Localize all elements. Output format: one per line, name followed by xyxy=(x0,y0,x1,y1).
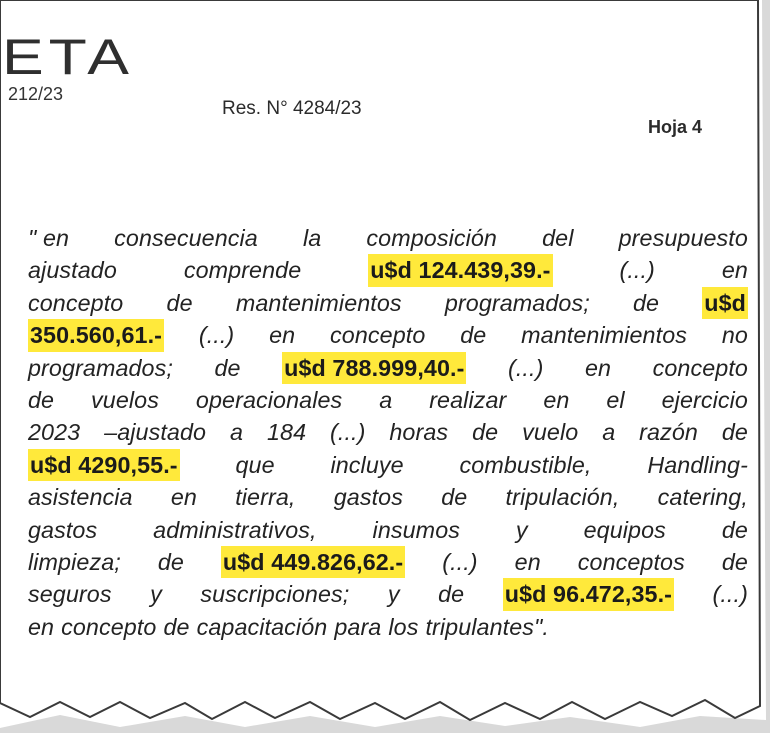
text-line xyxy=(28,578,748,610)
highlighted-amount: 350.560,61.- xyxy=(28,319,164,351)
highlighted-amount: u$d xyxy=(702,287,748,319)
text-line xyxy=(28,319,748,351)
word: del xyxy=(542,225,574,251)
word: en xyxy=(514,548,541,575)
word: de xyxy=(632,289,660,316)
word: Handling- xyxy=(647,451,748,478)
word: (...) xyxy=(508,354,544,381)
word: equipos xyxy=(583,516,666,543)
text-line xyxy=(28,222,748,254)
text-line xyxy=(28,481,748,513)
word: (...) xyxy=(442,548,478,575)
word: tierra, xyxy=(235,484,296,511)
text-line xyxy=(28,352,748,384)
word: suscripciones; xyxy=(200,581,350,608)
word: en xyxy=(584,354,612,381)
word: a xyxy=(379,386,393,413)
word: capacitación xyxy=(196,613,328,640)
word: a xyxy=(229,419,244,446)
word: (...) xyxy=(619,257,655,284)
word: composición xyxy=(366,225,497,251)
word: concepto xyxy=(61,613,157,640)
word: tripulación, xyxy=(505,484,620,511)
word: vuelo xyxy=(522,419,579,446)
word: la xyxy=(302,225,322,251)
word: (...) xyxy=(330,419,366,446)
text-line xyxy=(28,287,748,319)
word: incluye xyxy=(330,451,404,478)
word: seguros xyxy=(28,581,112,608)
word: en xyxy=(543,386,570,413)
word: ejercicio xyxy=(661,386,748,413)
file-reference: 212/23 xyxy=(8,84,64,104)
word: " en xyxy=(28,225,70,251)
text-line xyxy=(28,384,748,416)
page-number: Hoja 4 xyxy=(648,117,703,137)
word: de xyxy=(721,516,748,543)
word: (...) xyxy=(198,322,235,349)
word: presupuesto xyxy=(618,225,748,251)
word: razón xyxy=(639,419,698,446)
highlighted-amount: u$d 4290,55.- xyxy=(28,449,180,481)
word: administrativos, xyxy=(153,516,317,543)
word: en xyxy=(269,322,296,349)
word: a xyxy=(602,419,616,446)
word: de xyxy=(721,419,748,446)
word: concepto xyxy=(28,289,124,316)
word: concepto xyxy=(652,354,748,381)
word: realizar xyxy=(429,386,507,413)
word: y xyxy=(515,516,528,543)
text-line xyxy=(28,449,748,481)
word: y xyxy=(150,581,162,608)
body-paragraph xyxy=(28,222,748,643)
word: mantenimientos xyxy=(235,289,402,316)
word: que xyxy=(235,451,275,478)
word: programados; xyxy=(444,289,590,316)
word: vuelos xyxy=(91,386,159,413)
word: el xyxy=(606,386,625,413)
word: conceptos xyxy=(577,548,685,575)
word: ajustado xyxy=(28,257,117,284)
word: de xyxy=(438,581,465,608)
highlighted-amount: u$d 788.999,40.- xyxy=(282,352,466,384)
word: consecuencia xyxy=(114,225,258,251)
word: operacionales xyxy=(195,386,343,413)
text-line xyxy=(28,254,748,286)
word: de xyxy=(214,354,241,381)
word: 2023 xyxy=(28,419,81,446)
word: combustible, xyxy=(459,451,592,478)
resolution-number: Res. N° 4284/23 xyxy=(222,98,362,119)
word: 184 xyxy=(266,419,307,446)
word: y xyxy=(387,581,400,608)
word: –ajustado xyxy=(104,419,207,446)
word: gastos xyxy=(28,516,98,543)
word: de xyxy=(460,322,487,349)
letterhead-logo: ETA xyxy=(2,29,134,85)
word: (...) xyxy=(712,581,748,608)
word: comprende xyxy=(183,257,302,284)
word: de xyxy=(166,289,193,316)
word: de xyxy=(163,613,190,640)
highlighted-amount: u$d 96.472,35.- xyxy=(503,578,674,610)
word: para xyxy=(334,613,382,640)
text-line xyxy=(28,611,748,643)
word: en xyxy=(28,613,55,640)
word: de xyxy=(441,484,468,511)
word: de xyxy=(721,548,748,575)
word: en xyxy=(721,257,748,284)
word: concepto xyxy=(330,322,426,349)
word: horas xyxy=(389,419,449,446)
word: tripulantes". xyxy=(425,613,549,640)
word: programados; xyxy=(28,354,173,381)
word: catering, xyxy=(657,484,748,511)
text-line xyxy=(28,546,748,578)
word: asistencia xyxy=(28,484,133,511)
word: insumos xyxy=(372,516,460,543)
word: en xyxy=(170,484,197,511)
word: no xyxy=(721,322,748,349)
text-line xyxy=(28,416,748,448)
highlighted-amount: u$d 449.826,62.- xyxy=(221,546,405,578)
word: de xyxy=(472,419,499,446)
word: de xyxy=(28,386,55,413)
word: gastos xyxy=(333,484,403,511)
word: los xyxy=(388,613,419,640)
word: limpieza; xyxy=(28,548,121,575)
text-line xyxy=(28,514,748,546)
word: mantenimientos xyxy=(521,322,687,349)
highlighted-amount: u$d 124.439,39.- xyxy=(368,254,552,286)
word: de xyxy=(157,548,184,575)
